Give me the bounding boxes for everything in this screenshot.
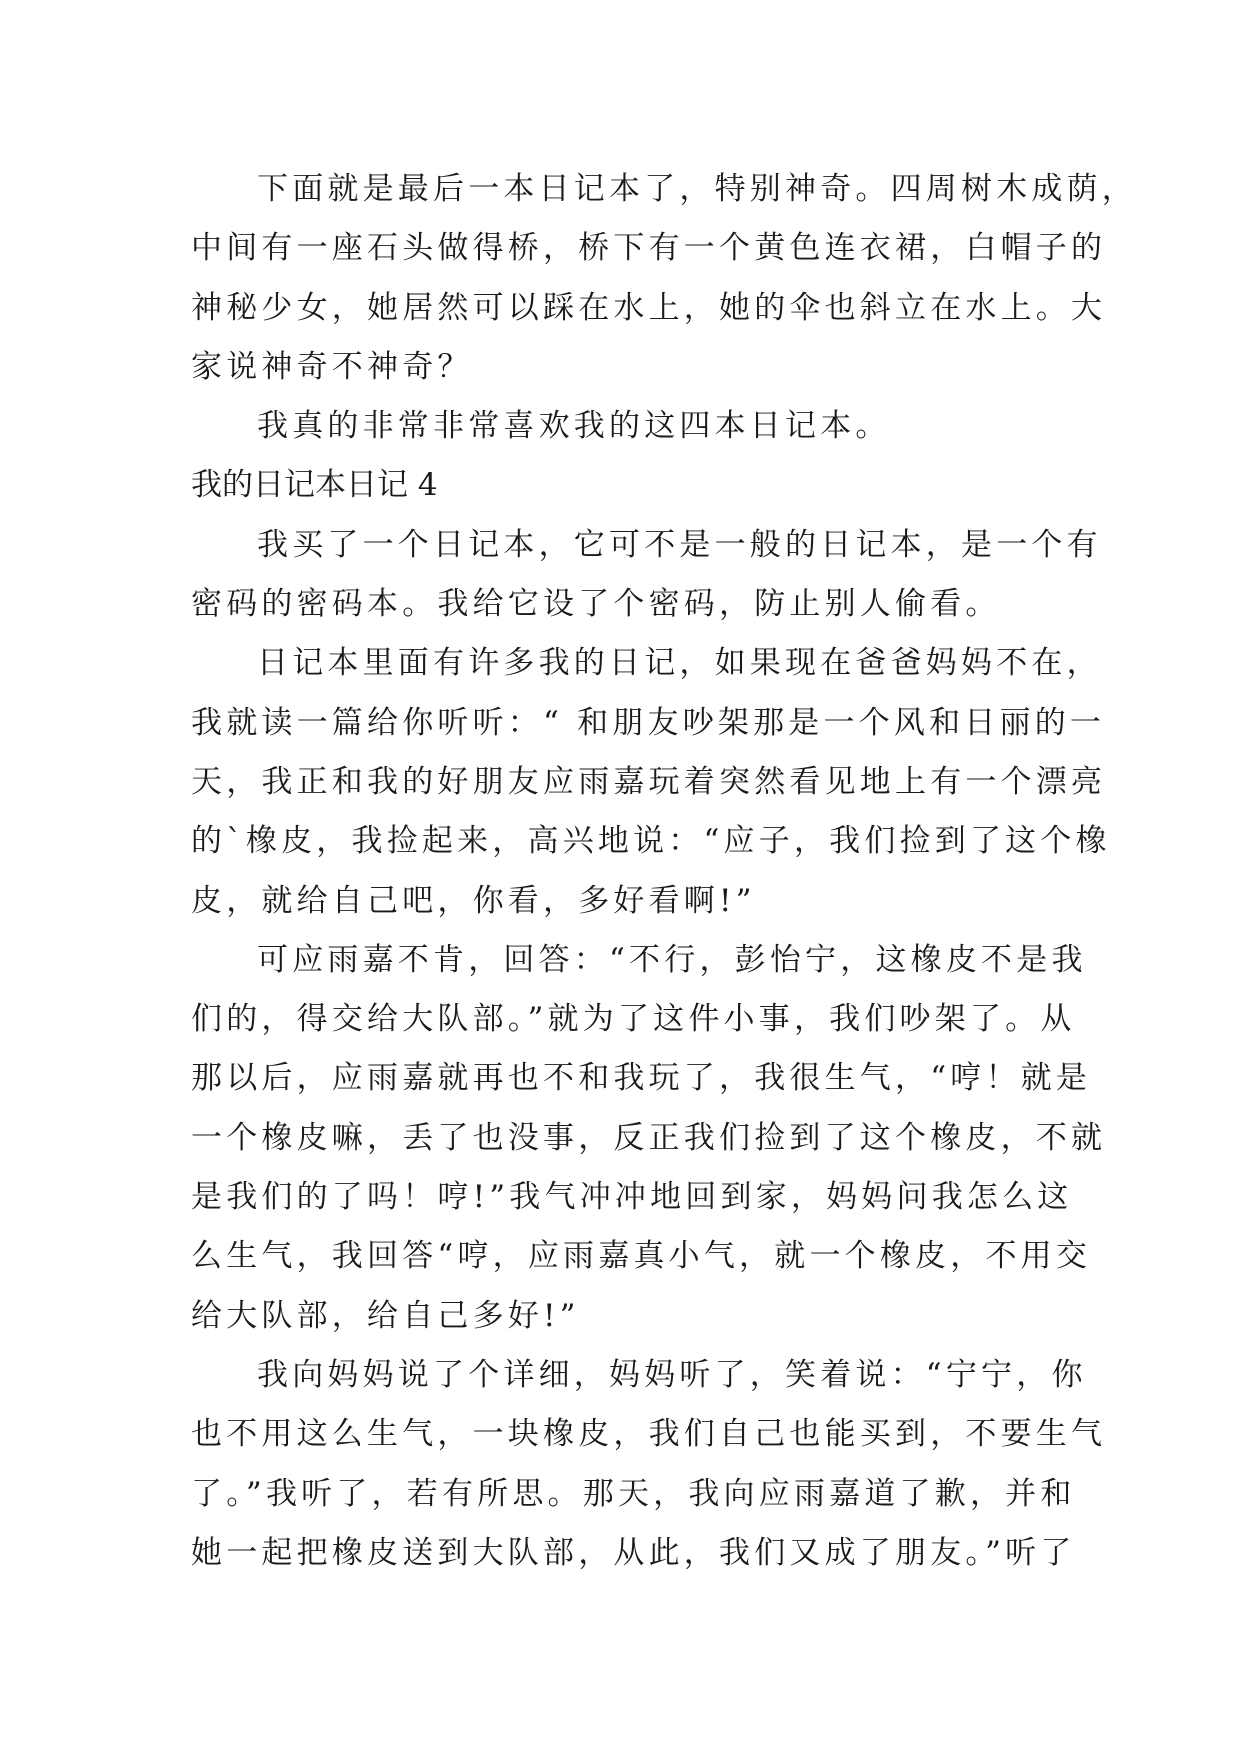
paragraph-line: 给大队部，给自己多好!”: [191, 1297, 580, 1334]
paragraph-line: 我真的非常非常喜欢我的这四本日记本。: [257, 408, 891, 445]
paragraph-line: 日记本里面有许多我的日记，如果现在爸爸妈妈不在，: [257, 645, 1102, 682]
paragraph-line: 是我们的了吗！哼!”我气冲冲地回到家，妈妈问我怎么这: [191, 1179, 1073, 1216]
paragraph-line: 我就读一篇给你听听：“ 和朋友吵架那是一个风和日丽的一: [191, 704, 1106, 741]
paragraph-line: 天，我正和我的好朋友应雨嘉玩着突然看见地上有一个漂亮: [191, 763, 1107, 800]
paragraph-line: 她一起把橡皮送到大队部，从此，我们又成了朋友。”听了: [191, 1534, 1076, 1571]
document-body: [191, 160, 1137, 1583]
paragraph-line: 密码的密码本。我给它设了个密码，防止别人偷看。: [191, 586, 1001, 623]
paragraph-line: 也不用这么生气，一块橡皮，我们自己也能买到，不要生气: [191, 1416, 1107, 1453]
paragraph-line: 我买了一个日记本，它可不是一般的日记本，是一个有: [257, 526, 1102, 563]
section-heading: 我的日记本日记 4: [191, 467, 438, 504]
paragraph-line: 皮，就给自己吧，你看，多好看啊!”: [191, 882, 756, 919]
paragraph-line: 家说神奇不神奇？: [191, 348, 473, 385]
paragraph-line: 么生气，我回答“哼，应雨嘉真小气，就一个橡皮，不用交: [191, 1238, 1092, 1275]
paragraph-line: 可应雨嘉不肯，回答：“不行，彭怡宁，这橡皮不是我: [257, 941, 1087, 978]
paragraph-line: 神秘少女，她居然可以踩在水上，她的伞也斜立在水上。大: [191, 289, 1107, 326]
paragraph-line: 那以后，应雨嘉就再也不和我玩了，我很生气，“哼！就是: [191, 1060, 1092, 1097]
paragraph-line: 下面就是最后一本日记本了，特别神奇。四周树木成荫，: [257, 171, 1137, 207]
paragraph-line: 的`橡皮，我捡起来，高兴地说：“应子，我们捡到了这个橡: [191, 823, 1111, 860]
paragraph-line: 中间有一座石头做得桥，桥下有一个黄色连衣裙，白帽子的: [191, 230, 1107, 267]
paragraph-line: 我向妈妈说了个详细，妈妈听了，笑着说：“宁宁，你: [257, 1356, 1087, 1393]
paragraph-line: 们的，得交给大队部。”就为了这件小事，我们吵架了。从: [191, 1001, 1076, 1038]
paragraph-line: 了。”我听了，若有所思。那天，我向应雨嘉道了歉，并和: [191, 1475, 1076, 1512]
paragraph-line: 一个橡皮嘛，丢了也没事，反正我们捡到了这个橡皮，不就: [191, 1119, 1107, 1156]
